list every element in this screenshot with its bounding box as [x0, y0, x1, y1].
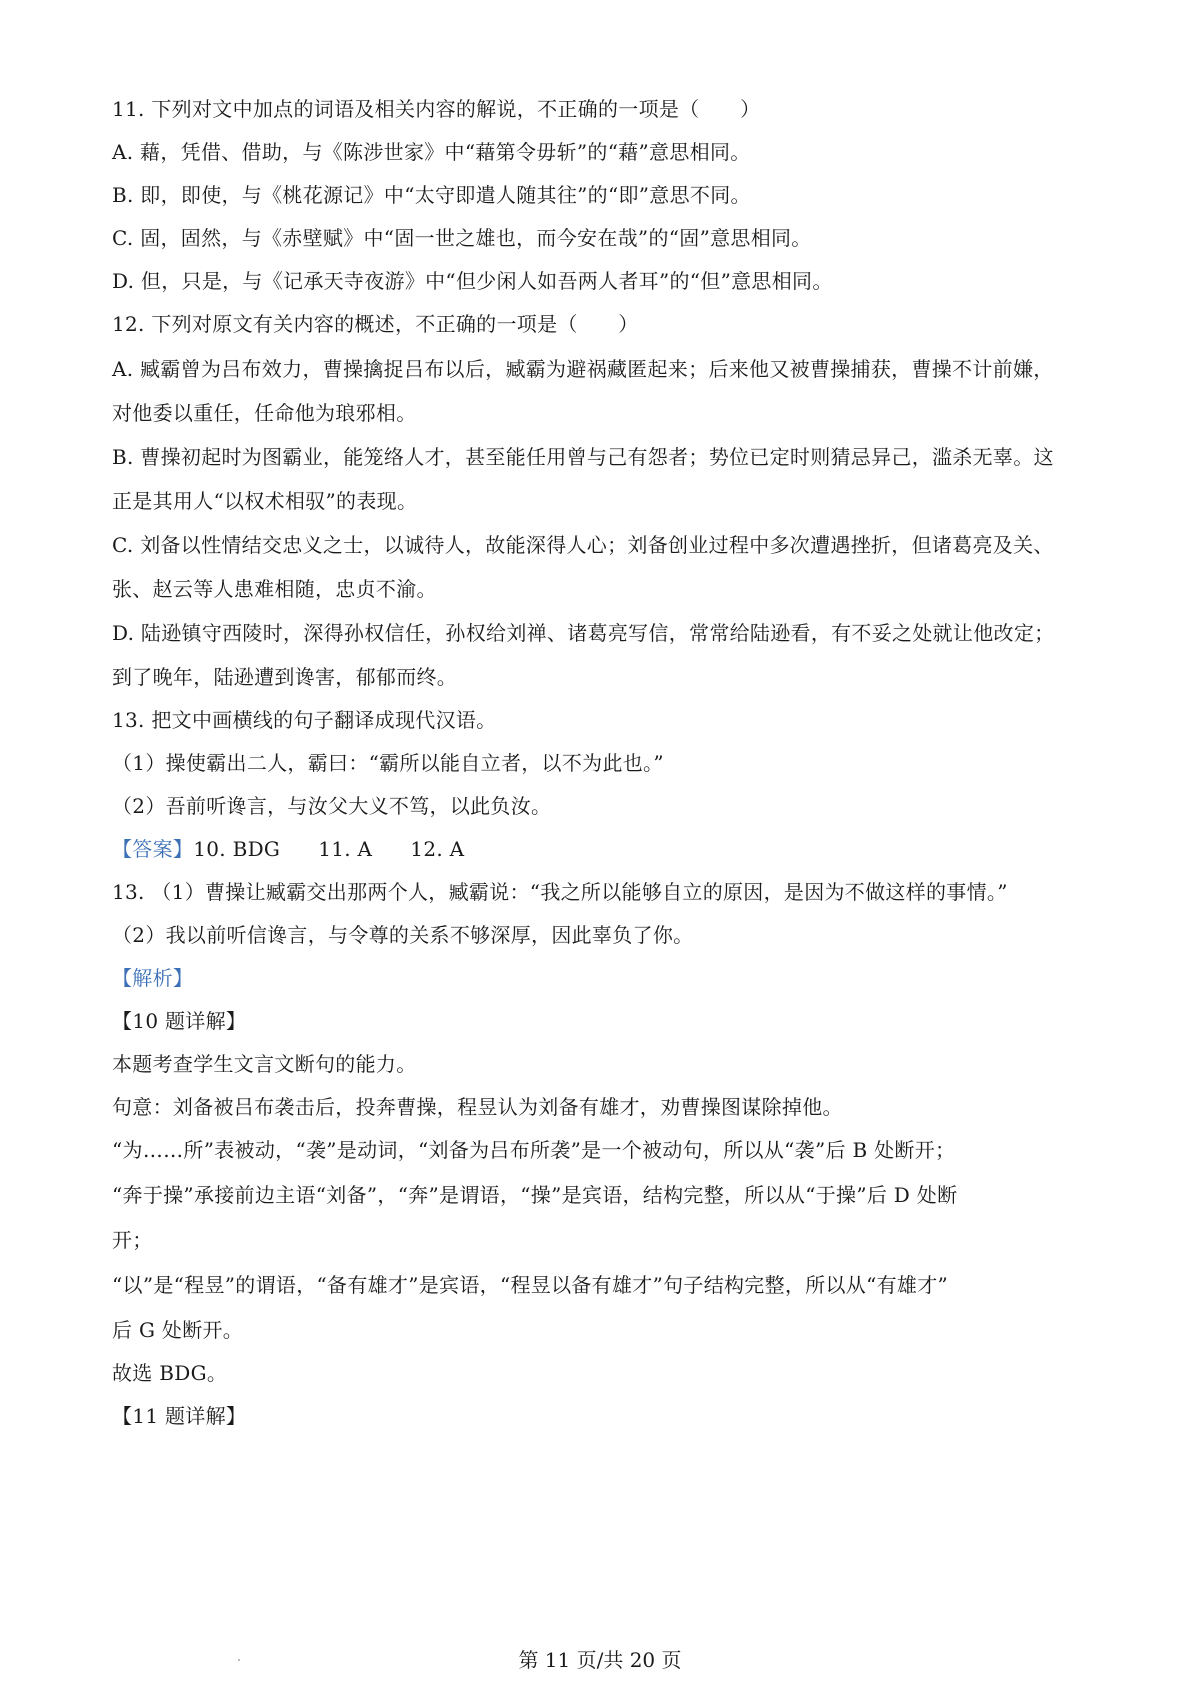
analysis-paragraph-5-line2: 后 G 处断开。 — [112, 1318, 244, 1342]
analysis-heading-11: 【11 题详解】 — [112, 1404, 247, 1428]
q12-option-d-line2: 到了晚年，陆逊遭到谗害，郁郁而终。 — [112, 665, 458, 689]
q12-option-c-line1: C. 刘备以性情结交忠义之士，以诚待人，故能深得人心；刘备创业过程中多次遭遇挫折，但诸葛亮及关、 — [112, 533, 1054, 557]
q12-option-c-line2: 张、赵云等人患难相随，忠贞不渝。 — [112, 577, 437, 601]
page-number: 第 11 页/共 20 页 — [518, 1648, 682, 1672]
q13-sentence-1: （1）操使霸出二人，霸曰：“霸所以能自立者，以不为此也。” — [112, 751, 664, 775]
answer-10: 10. BDG — [193, 837, 281, 861]
analysis-paragraph-4-line2: 开； — [112, 1228, 153, 1252]
q12-option-d-line1: D. 陆逊镇守西陵时，深得孙权信任，孙权给刘禅、诸葛亮写信，常常给陆逊看，有不妥之处就让他改定； — [112, 621, 1055, 645]
answer-11: 11. A — [318, 837, 373, 861]
q12-option-b-line1: B. 曹操初起时为图霸业，能笼络人才，甚至能任用曾与己有怨者；势位已定时则猜忌异己，滥杀无辜。这 — [112, 445, 1054, 469]
analysis-paragraph-4-line1: “奔于操”承接前边主语“刘备”，“奔”是谓语，“操”是宾语，结构完整，所以从“于操”后 D 处断 — [112, 1183, 958, 1207]
analysis-tag: 【解析】 — [112, 966, 194, 990]
q11-stem: 11. 下列对文中加点的词语及相关内容的解说，不正确的一项是（ ） — [112, 97, 761, 121]
analysis-paragraph-2: 句意：刘备被吕布袭击后，投奔曹操，程昱认为刘备有雄才，劝曹操图谋除掉他。 — [112, 1095, 843, 1119]
q12-stem: 12. 下列对原文有关内容的概述，不正确的一项是（ ） — [112, 312, 639, 336]
analysis-heading-10: 【10 题详解】 — [112, 1009, 247, 1033]
answer-line — [112, 834, 1107, 864]
q12-option-a-line1: A. 臧霸曾为吕布效力，曹操擒捉吕布以后，臧霸为避祸藏匿起来；后来他又被曹操捕获，曹操不计前嫌， — [112, 357, 1054, 381]
q11-option-c: C. 固，固然，与《赤壁赋》中“固一世之雄也，而今安在哉”的“固”意思相同。 — [112, 226, 812, 250]
answer-12: 12. A — [410, 837, 465, 861]
analysis-paragraph-5-line1: “以”是“程昱”的谓语，“备有雄才”是宾语，“程昱以备有雄才”句子结构完整，所以从“有雄才” — [112, 1273, 949, 1297]
q11-option-a: A. 藉，凭借、借助，与《陈涉世家》中“藉第令毋斩”的“藉”意思相同。 — [112, 140, 751, 164]
answer-translation-1: 13. （1）曹操让臧霸交出那两个人，臧霸说：“我之所以能够自立的原因，是因为不做这样的事情。” — [112, 880, 1008, 904]
q13-sentence-2: （2）吾前听谗言，与汝父大义不笃，以此负汝。 — [112, 794, 552, 818]
q11-option-b: B. 即，即使，与《桃花源记》中“太守即遣人随其往”的“即”意思不同。 — [112, 183, 751, 207]
analysis-paragraph-3: “为……所”表被动，“袭”是动词，“刘备为吕布所袭”是一个被动句，所以从“袭”后 B 处断开； — [112, 1138, 956, 1162]
analysis-paragraph-1: 本题考查学生文言文断句的能力。 — [112, 1052, 417, 1076]
q12-option-a-line2: 对他委以重任，任命他为琅邪相。 — [112, 401, 417, 425]
q12-option-b-line2: 正是其用人“以权术相驭”的表现。 — [112, 489, 418, 513]
answer-translation-2: （2）我以前听信谗言，与令尊的关系不够深厚，因此辜负了你。 — [112, 923, 694, 947]
q11-option-d: D. 但，只是，与《记承天寺夜游》中“但少闲人如吾两人者耳”的“但”意思相同。 — [112, 269, 833, 293]
answer-tag: 【答案】 — [112, 837, 194, 861]
q13-stem: 13. 把文中画横线的句子翻译成现代汉语。 — [112, 708, 497, 732]
analysis-paragraph-6: 故选 BDG。 — [112, 1361, 228, 1385]
